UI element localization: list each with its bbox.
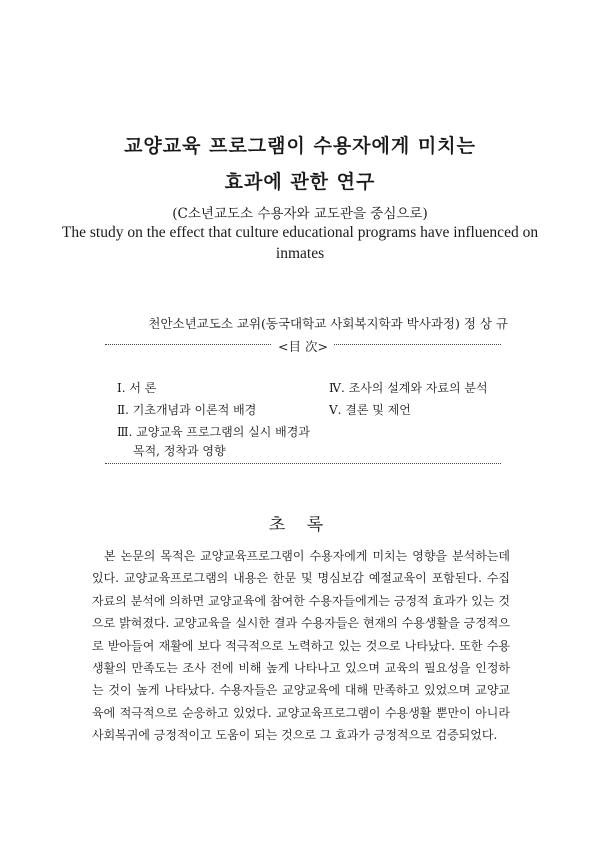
author-affiliation: 천안소년교도소 교위(동국대학교 사회복지학과 박사과정) 정 상 규 <box>148 316 508 331</box>
toc-heading-text: <目 次> <box>272 339 334 354</box>
toc-item-3: Ⅲ. 교양교육 프로그램의 실시 배경과 <box>117 425 310 439</box>
abstract-body: 본 논문의 목적은 교양교육프로그램이 수용자에게 미치는 영향을 분석하는데 있다. 교양교육프로그램의 내용은 한문 및 명심보감 예절교육이 포함된다. 수집 자료의 분석에 의하면 교양교육에 참여한 수용자들에게는 긍정적 효과가 있는 것으로 밝혀졌다. 교양교육을 실시한 결과 수용자들은 현재의 수용생활을 긍정적으로 받아들여 재활에 보다 적극적으로 노력하고 있는 것으로 나타났다. 또한 수용생활의 만족도는 조사 전에 비해 높게 나타나고 있으며 교육의 필요성을 인정하는 것이 높게 나타났다. 수용자들은 교양교육에 대해 만족하고 있었으며 교양교육에 적극적으로 순응하고 있었다. 교양교육프로그램이 수용생활 뿐만이 아니라 사회복귀에 긍정적이고 도움이 되는 것으로 그 효과가 긍정적으로 검증되었다. <box>92 549 510 743</box>
toc-heading <box>105 336 501 355</box>
toc-item-1: Ⅰ. 서 론 <box>117 381 157 395</box>
toc-item-5: Ⅴ. 결론 및 제언 <box>329 403 411 417</box>
table-of-contents <box>105 339 501 464</box>
toc-item-2: Ⅱ. 기초개념과 이론적 배경 <box>117 403 257 417</box>
title-en: The study on the effect that culture educational programs have influenced on inmates <box>61 224 539 262</box>
abstract-heading: 초 록 <box>268 515 332 535</box>
toc-item-3-cont: 목적, 정착과 영향 <box>133 444 226 458</box>
title-ko-line1: 교양교육 프로그램이 수용자에게 미치는 <box>124 135 476 157</box>
title-ko-line2: 효과에 관한 연구 <box>224 171 376 193</box>
subtitle: (C소년교도소 수용자와 교도관을 중심으로) <box>172 206 428 222</box>
toc-item-4: Ⅳ. 조사의 설계와 자료의 분석 <box>329 381 488 395</box>
